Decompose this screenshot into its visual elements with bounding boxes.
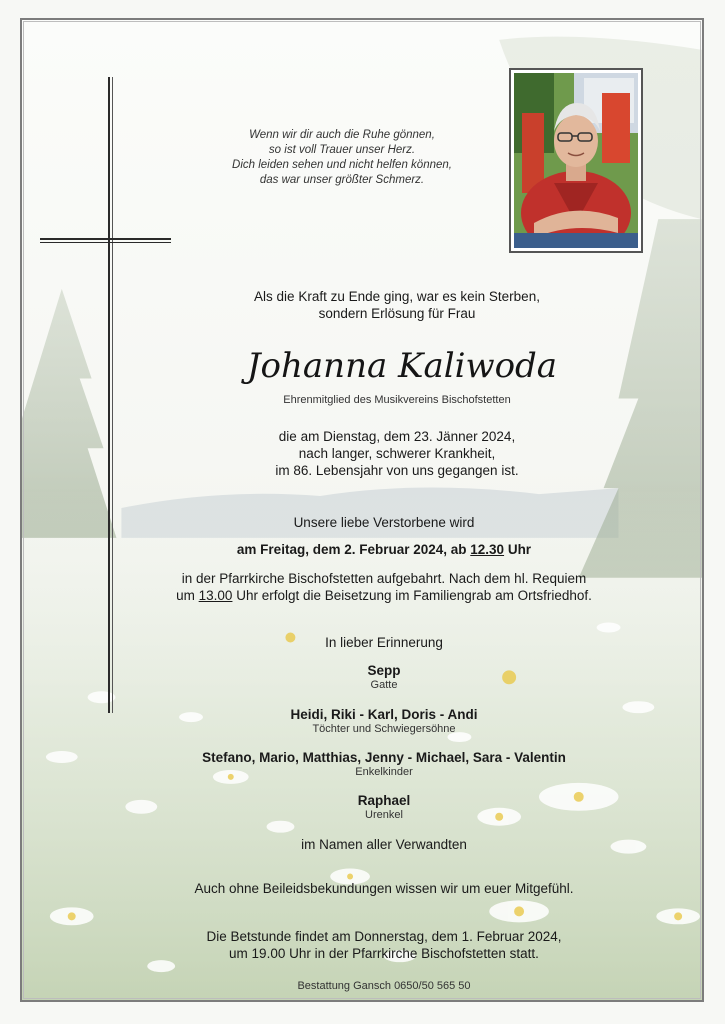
- poem-line: so ist voll Trauer unser Herz.: [268, 144, 416, 156]
- viewing-details: [42, 570, 704, 604]
- viewing-date-suffix: Uhr: [504, 542, 532, 557]
- poem-line: Wenn wir dir auch die Ruhe gönnen,: [249, 129, 435, 141]
- mourner-relation: Töchter und Schwiegersöhne: [312, 723, 456, 735]
- mourner-relation: Enkelkinder: [355, 766, 413, 778]
- mourner-group: [42, 706, 704, 736]
- viewing-date-prefix: am Freitag, dem 2. Februar 2024, ab: [236, 542, 471, 557]
- death-line: die am Dienstag, dem 23. Jänner 2024,: [278, 429, 516, 444]
- prayer-notice: [42, 928, 704, 962]
- mourner-names: Sepp: [367, 663, 401, 678]
- prayer-line: um 19.00 Uhr in der Pfarrkirche Bischofstetten statt.: [229, 946, 539, 961]
- intro-text: [82, 288, 704, 322]
- funeral-home: Bestattung Gansch 0650/50 565 50: [297, 980, 471, 992]
- mourner-relation: Gatte: [370, 679, 398, 691]
- deceased-name: Johanna Kaliwoda: [246, 346, 558, 386]
- mourner-group: [42, 792, 704, 822]
- burial-line: [42, 587, 704, 604]
- viewing-intro: Unsere liebe Verstorbene wird: [293, 515, 475, 530]
- mourner-group: [42, 662, 704, 692]
- mourner-names: Heidi, Riki - Karl, Doris - Andi: [290, 707, 478, 722]
- burial-prefix: um: [176, 588, 199, 603]
- viewing-place: in der Pfarrkirche Bischofstetten aufgebahrt. Nach dem hl. Requiem: [181, 571, 587, 586]
- page-frame: [20, 18, 704, 1002]
- mourners-heading: In lieber Erinnerung: [325, 635, 443, 650]
- burial-time: 13.00: [198, 588, 233, 603]
- poem-line: Dich leiden sehen und nicht helfen können,: [232, 159, 452, 171]
- mourner-names: Stefano, Mario, Matthias, Jenny - Michael, Sara - Valentin: [202, 750, 566, 765]
- mourner-relation: Urenkel: [365, 809, 403, 821]
- deceased-title: Ehrenmitglied des Musikvereins Bischofstetten: [283, 394, 511, 406]
- death-line: im 86. Lebensjahr von uns gegangen ist.: [275, 463, 519, 478]
- portrait-image: [514, 73, 638, 248]
- mourner-group: [42, 749, 704, 779]
- death-line: nach langer, schwerer Krankheit,: [298, 446, 496, 461]
- intro-line: Als die Kraft zu Ende ging, war es kein Sterben,: [254, 289, 540, 304]
- mourner-names: Raphael: [357, 793, 411, 808]
- intro-line: sondern Erlösung für Frau: [318, 306, 476, 321]
- viewing-time: 12.30: [470, 542, 505, 557]
- prayer-line: Die Betstunde findet am Donnerstag, dem 1. Februar 2024,: [206, 929, 562, 944]
- memorial-poem: [212, 128, 472, 188]
- death-notice: [82, 428, 704, 479]
- cross-horizontal-line: [40, 242, 171, 243]
- condolence-note: Auch ohne Beileidsbekundungen wissen wir um euer Mitgefühl.: [194, 881, 574, 896]
- poem-line: das war unser größter Schmerz.: [259, 174, 425, 186]
- mourners-closing: im Namen aller Verwandten: [301, 837, 467, 852]
- cross-horizontal-bar: [40, 238, 171, 240]
- viewing-date: [42, 541, 704, 558]
- burial-suffix: Uhr erfolgt die Beisetzung im Familiengrab am Ortsfriedhof.: [232, 588, 592, 603]
- portrait-photo: [509, 68, 643, 253]
